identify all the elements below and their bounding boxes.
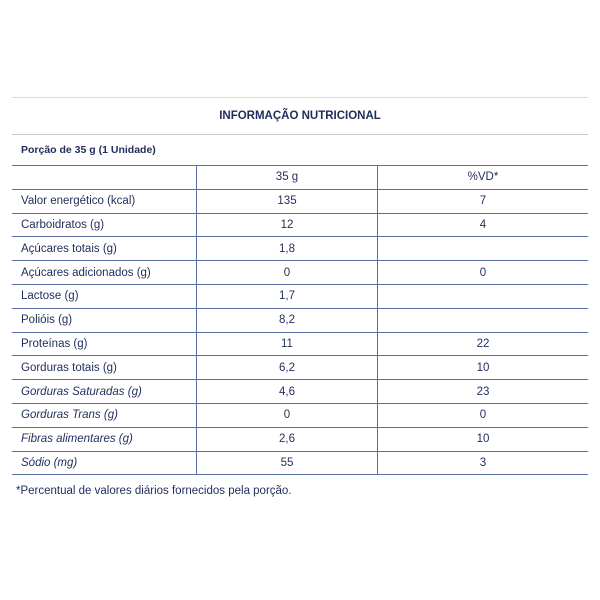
nutrient-amount: 2,6: [197, 427, 378, 451]
table-row: [12, 237, 588, 261]
table-row: [12, 213, 588, 237]
nutrient-label: Açúcares adicionados (g): [12, 261, 197, 285]
nutrient-label: Proteínas (g): [12, 332, 197, 356]
nutrient-vd: [378, 284, 589, 308]
nutrient-vd: 10: [378, 427, 589, 451]
nutrient-amount: 4,6: [197, 380, 378, 404]
table-row: [12, 356, 588, 380]
nutrient-vd: 3: [378, 451, 589, 475]
nutrient-label: Carboidratos (g): [12, 213, 197, 237]
nutrition-table: [12, 165, 588, 475]
nutrient-amount: 1,8: [197, 237, 378, 261]
nutrient-vd: 0: [378, 261, 589, 285]
nutrient-vd: 7: [378, 189, 589, 213]
nutrient-vd: 23: [378, 380, 589, 404]
nutrient-label: Sódio (mg): [12, 451, 197, 475]
nutrient-label: Gorduras totais (g): [12, 356, 197, 380]
table-row: [12, 427, 588, 451]
table-row: [12, 451, 588, 475]
nutrient-amount: 55: [197, 451, 378, 475]
table-row: [12, 284, 588, 308]
nutrient-amount: 0: [197, 261, 378, 285]
nutrient-vd: 4: [378, 213, 589, 237]
nutrition-facts-panel: [12, 97, 588, 497]
table-row: [12, 403, 588, 427]
nutrient-amount: 11: [197, 332, 378, 356]
nutrient-amount: 1,7: [197, 284, 378, 308]
nutrient-vd: [378, 308, 589, 332]
nutrient-label: Gorduras Saturadas (g): [12, 380, 197, 404]
table-header-row: [12, 166, 588, 190]
nutrient-vd: 22: [378, 332, 589, 356]
nutrient-label: Açúcares totais (g): [12, 237, 197, 261]
nutrient-amount: 0: [197, 403, 378, 427]
header-amount-cell: 35 g: [197, 166, 378, 190]
table-row: [12, 189, 588, 213]
nutrient-amount: 6,2: [197, 356, 378, 380]
nutrient-amount: 8,2: [197, 308, 378, 332]
table-row: [12, 332, 588, 356]
nutrient-vd: [378, 237, 589, 261]
nutrient-label: Lactose (g): [12, 284, 197, 308]
nutrient-vd: 0: [378, 403, 589, 427]
table-title: INFORMAÇÃO NUTRICIONAL: [219, 110, 381, 122]
nutrient-label: Polióis (g): [12, 308, 197, 332]
nutrient-amount: 135: [197, 189, 378, 213]
table-row: [12, 308, 588, 332]
footnote: *Percentual de valores diários fornecidos pela porção.: [16, 485, 292, 498]
serving-size: Porção de 35 g (1 Unidade): [21, 144, 156, 156]
nutrient-label: Gorduras Trans (g): [12, 403, 197, 427]
nutrient-label: Fibras alimentares (g): [12, 427, 197, 451]
table-row: [12, 380, 588, 404]
header-label-cell: [12, 166, 197, 190]
table-row: [12, 261, 588, 285]
nutrient-label: Valor energético (kcal): [12, 189, 197, 213]
header-vd-cell: %VD*: [378, 166, 589, 190]
nutrient-vd: 10: [378, 356, 589, 380]
nutrient-amount: 12: [197, 213, 378, 237]
